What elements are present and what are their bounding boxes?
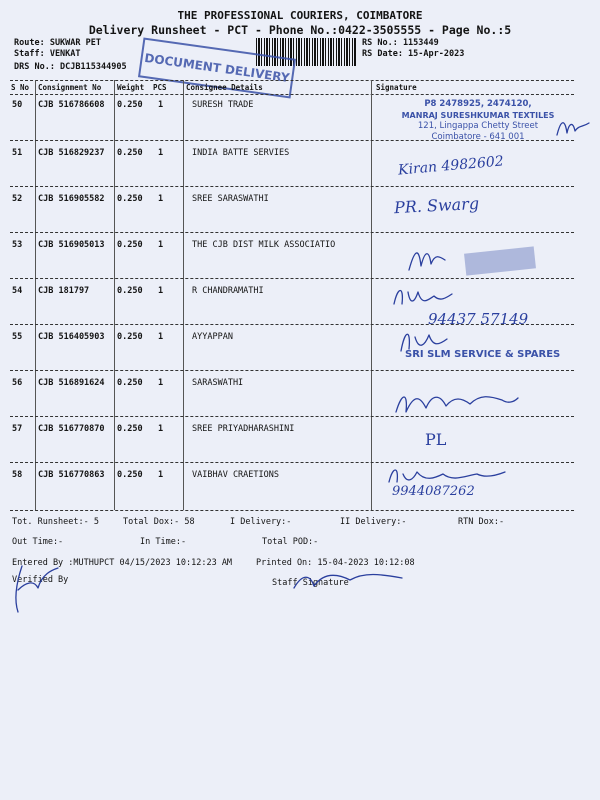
row-sno: 51 (12, 148, 23, 158)
row-pcs: 1 (158, 240, 164, 250)
row-consignee: VAIBHAV CRAETIONS (192, 470, 279, 480)
total-runsheet: Tot. Runsheet:- 5 (12, 517, 99, 527)
col-divider (371, 80, 372, 510)
total-pod: Total POD:- (262, 537, 319, 547)
row-pcs: 1 (158, 378, 164, 388)
row-consignee: SARASWATHI (192, 378, 244, 388)
col-weight: Weight (117, 83, 145, 92)
phone-row-54: 94437 57149 (428, 310, 529, 328)
row-consignee: R CHANDRAMATHI (192, 286, 264, 296)
i-delivery: I Delivery:- (230, 517, 292, 527)
row-consignment: CJB 516829237 (38, 148, 105, 158)
row-consignee: SURESH TRADE (192, 100, 254, 110)
row-consignee: AYYAPPAN (192, 332, 233, 342)
signature-row-57: PL (425, 430, 447, 449)
row-sno: 54 (12, 286, 23, 296)
table-bottom-rule (10, 510, 574, 511)
signature-row-51: Kiran 4982602 (397, 153, 505, 179)
entered-by: Entered By :MUTHUPCT 04/15/2023 10:12:23 AM (12, 558, 233, 568)
row-weight: 0.250 (117, 378, 143, 388)
company-title: THE PROFESSIONAL COURIERS, COIMBATORE (177, 9, 423, 22)
row-consignment: CJB 516905582 (38, 194, 105, 204)
row-consignment: CJB 181797 (38, 286, 90, 296)
service-rubber-stamp: SRI SLM SERVICE & SPARES (405, 349, 561, 360)
stamp-phone: P8 2478925, 2474120, (424, 99, 532, 109)
row-weight: 0.250 (117, 424, 143, 434)
row-divider (10, 186, 574, 187)
runsheet-subtitle: Delivery Runsheet - PCT - Phone No.:0422-3505555 - Page No.:5 (88, 23, 512, 37)
row-divider (10, 232, 574, 233)
textiles-rubber-stamp (378, 99, 578, 143)
row-pcs: 1 (158, 332, 164, 342)
col-divider (35, 80, 36, 510)
in-time: In Time:- (140, 537, 187, 547)
row-weight: 0.250 (117, 470, 143, 480)
row-consignment: CJB 516770870 (38, 424, 105, 434)
header-bottom-rule (10, 94, 574, 95)
col-sno: S No (11, 83, 30, 92)
row-consignee: THE CJB DIST MILK ASSOCIATIO (192, 240, 336, 250)
row-weight: 0.250 (117, 240, 143, 250)
row-sno: 57 (12, 424, 23, 434)
drs-number: DRS No.: DCJB115344905 (14, 62, 127, 72)
col-consignment: Consignment No (38, 83, 102, 92)
stamp-street: 121, Lingappa Chetty Street (417, 121, 539, 131)
ii-delivery: II Delivery:- (340, 517, 407, 527)
document-delivery-stamp: DOCUMENT DELIVERY (138, 37, 296, 98)
row-pcs: 1 (158, 470, 164, 480)
col-divider (114, 80, 115, 510)
row-consignment: CJB 516405903 (38, 332, 105, 342)
row-sno: 55 (12, 332, 23, 342)
col-divider (183, 80, 184, 510)
row-weight: 0.250 (117, 100, 143, 110)
row-consignment: CJB 516905013 (38, 240, 105, 250)
staff-signature: Staff Signature (272, 578, 349, 588)
row-sno: 53 (12, 240, 23, 250)
stamp-city: Coimbatore - 641 001 (431, 132, 525, 142)
row-pcs: 1 (158, 148, 164, 158)
col-signature: Signature (376, 83, 417, 92)
col-pcs: PCS (153, 83, 167, 92)
row-pcs: 1 (158, 424, 164, 434)
out-time: Out Time:- (12, 537, 64, 547)
row-pcs: 1 (158, 286, 164, 296)
row-weight: 0.250 (117, 194, 143, 204)
col-consignee: Consignee Details (186, 83, 263, 92)
header-top-rule (10, 80, 574, 81)
row-consignment: CJB 516770863 (38, 470, 105, 480)
printed-on: Printed On: 15-04-2023 10:12:08 (256, 558, 415, 568)
row-sno: 52 (12, 194, 23, 204)
row-pcs: 1 (158, 100, 164, 110)
phone-row-58: 9944087262 (392, 484, 475, 499)
total-dox: Total Dox:- 58 (123, 517, 195, 527)
row-consignment: CJB 516891624 (38, 378, 105, 388)
row-consignee: SREE SARASWATHI (192, 194, 269, 204)
rs-date: RS Date: 15-Apr-2023 (362, 49, 465, 59)
row-sno: 58 (12, 470, 23, 480)
stamp-company: MANRAJ SURESHKUMAR TEXTILES (401, 111, 555, 120)
row-weight: 0.250 (117, 148, 143, 158)
row-consignee: INDIA BATTE SERVIES (192, 148, 290, 158)
row-consignee: SREE PRIYADHARASHINI (192, 424, 295, 434)
signature-row-52: PR. Swarg (393, 193, 480, 218)
rs-number: RS No.: 1153449 (362, 38, 439, 48)
route-label: Route: SUKWAR PET (14, 38, 101, 48)
rtn-dox: RTN Dox:- (458, 517, 505, 527)
row-divider (10, 370, 574, 371)
row-weight: 0.250 (117, 286, 143, 296)
row-sno: 56 (12, 378, 23, 388)
row-consignment: CJB 516786608 (38, 100, 105, 110)
row-pcs: 1 (158, 194, 164, 204)
row-weight: 0.250 (117, 332, 143, 342)
row-sno: 50 (12, 100, 23, 110)
verified-by: Verified By (12, 575, 69, 585)
staff-label: Staff: VENKAT (14, 49, 81, 59)
